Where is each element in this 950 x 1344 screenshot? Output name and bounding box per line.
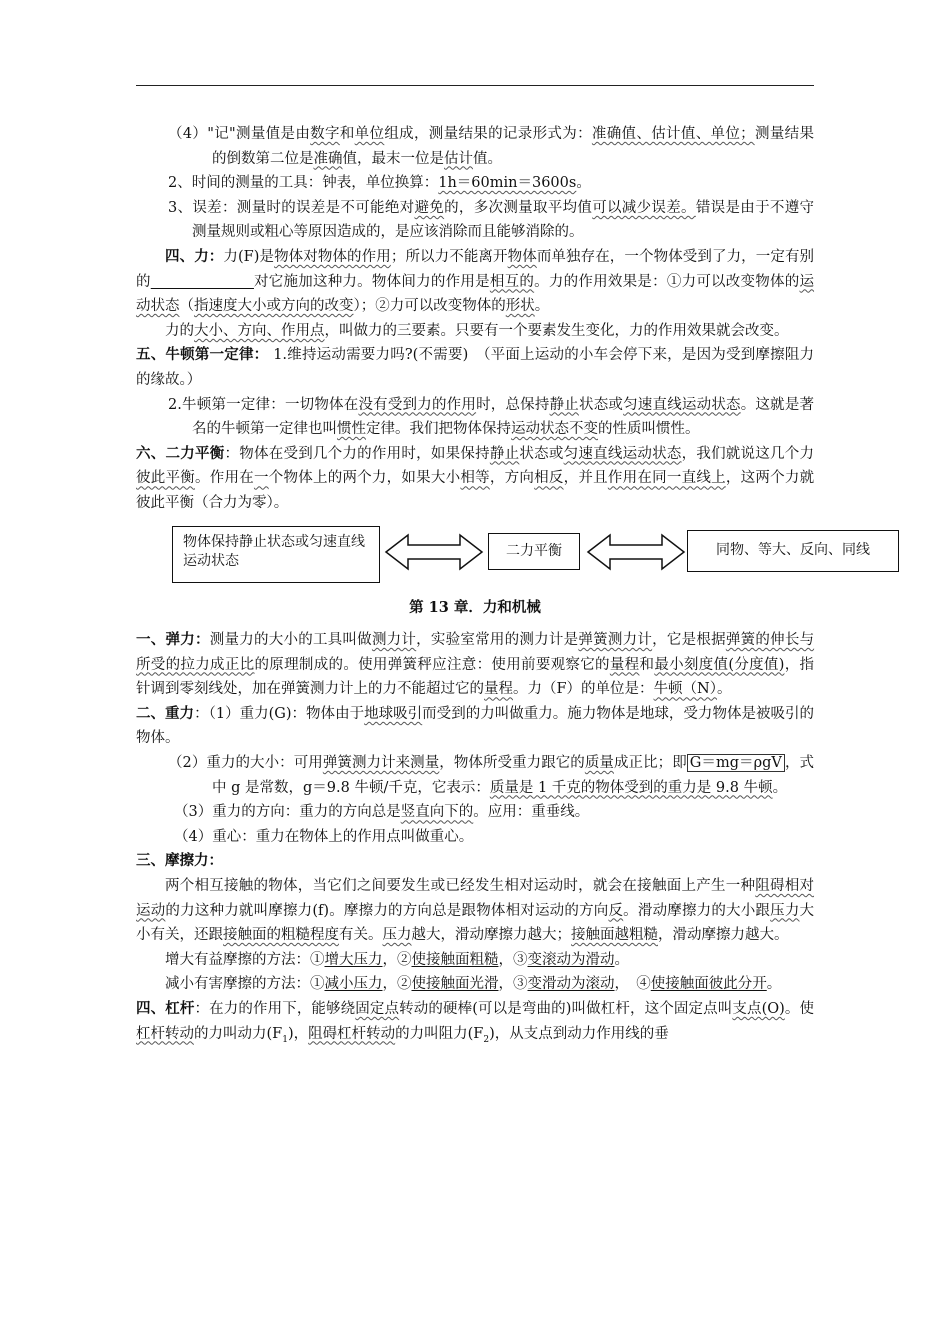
answer: 估计 bbox=[444, 150, 473, 167]
double-arrow-icon bbox=[586, 532, 686, 572]
subscript: 1 bbox=[282, 1034, 288, 1045]
diagram-box-state: 物体保持静止状态或匀速直线运动状态 bbox=[172, 526, 380, 583]
lever-paragraph bbox=[136, 997, 814, 1052]
answer: 数字 bbox=[310, 126, 340, 142]
text: 和 bbox=[339, 126, 355, 142]
text: 。 bbox=[614, 951, 629, 968]
answer: 使接触面光滑 bbox=[411, 976, 499, 993]
double-arrow-icon bbox=[384, 532, 484, 572]
text: （2）重力的大小：可用 bbox=[168, 755, 323, 772]
text: 状态或 bbox=[519, 445, 564, 462]
answer: 使接触面粗糙 bbox=[411, 951, 499, 968]
text: 。 bbox=[766, 976, 782, 993]
text: ，实验室常用的测力计是 bbox=[416, 632, 579, 649]
answer: 物体 bbox=[507, 248, 537, 265]
gravity-paragraph bbox=[136, 702, 814, 751]
section-heading: 五、牛顿第一定律： bbox=[136, 346, 269, 364]
answer: 弹簧测力计来测量 bbox=[322, 755, 440, 772]
answer: 杠杆转动 bbox=[136, 1025, 194, 1042]
answer: 地球吸引 bbox=[364, 705, 423, 722]
text: ，指针调到零刻线 bbox=[136, 656, 815, 698]
text: 的力叫动力(F bbox=[194, 1025, 283, 1042]
answer: 减小压力 bbox=[324, 976, 383, 993]
text: 状态或 bbox=[579, 396, 624, 413]
text: 个物体上的两个力，如果大小 bbox=[268, 470, 461, 487]
text: ，② bbox=[382, 976, 412, 993]
text: ，物体所受重力跟它的 bbox=[439, 755, 585, 772]
answer: 变滑动为滚动 bbox=[527, 976, 615, 993]
text: 成正比；即 bbox=[613, 755, 687, 772]
text: ，③ bbox=[498, 951, 528, 968]
text: 2.牛顿第一定律：一切物体在 bbox=[168, 396, 359, 413]
text: ，它是根据 bbox=[652, 632, 726, 649]
text: 。力的作用效果是：①力可以改变物体的 bbox=[534, 273, 800, 290]
text: 。 bbox=[576, 175, 591, 192]
text: 值，最末一位是 bbox=[342, 150, 444, 167]
text: ，它表示： bbox=[417, 779, 490, 796]
gravity-direction-paragraph bbox=[136, 800, 814, 825]
text: ，叫做力的三要素。只要有一个要素发生变化，力的作用效果就会改变。 bbox=[324, 322, 789, 339]
friction-heading-paragraph bbox=[136, 849, 814, 874]
text: 。应用：重垂线。 bbox=[473, 804, 590, 821]
answer: 没有受到力的作用 bbox=[358, 396, 477, 413]
text: 时，总保持 bbox=[476, 396, 550, 413]
answer: 阻碍杠杆转动 bbox=[308, 1025, 396, 1042]
text: ：在力的作用下，能够绕 bbox=[194, 1001, 356, 1017]
answer: 反 bbox=[608, 902, 624, 919]
answer: 准确值、估计值、单位； bbox=[591, 126, 755, 142]
text: （4）"记"测量值是由 bbox=[168, 126, 311, 142]
elastic-paragraph bbox=[136, 628, 814, 702]
measure-record-paragraph bbox=[136, 122, 814, 171]
text: 对它施加这种力。物体间力的作用是 bbox=[253, 273, 490, 290]
answer: 避免 bbox=[414, 199, 445, 216]
answer: 匀速直线运动状态 bbox=[563, 445, 682, 462]
text: )，从支点到动力作用线的垂 bbox=[489, 1025, 669, 1042]
answer: 静止 bbox=[549, 396, 579, 413]
answer: 大小、方向、作用点 bbox=[194, 322, 325, 339]
answer: 彼此平衡 bbox=[136, 470, 195, 487]
text: ， ④ bbox=[614, 976, 651, 993]
text: ：（1）重力(G)：物体由于 bbox=[194, 705, 365, 722]
answer: 运动状态不变 bbox=[511, 421, 598, 438]
answer: 接触面的粗糙程度 bbox=[223, 927, 339, 944]
text: 3、误差：测量时的误差是不可能绝对 bbox=[168, 199, 415, 216]
answer: 量程 bbox=[609, 656, 640, 673]
diagram-box-balance: 二力平衡 bbox=[488, 533, 580, 570]
text: 2、时间的测量的工具：钟表，单位换算： bbox=[168, 175, 439, 192]
answer: 使接触面彼此分开 bbox=[650, 976, 767, 993]
text: 。 bbox=[772, 779, 788, 796]
text: 的力叫阻力(F bbox=[395, 1025, 484, 1042]
text: 测量力的大小的工具叫做 bbox=[209, 632, 372, 649]
answer: 接触面越粗糙 bbox=[571, 927, 658, 944]
answer: 一 bbox=[253, 470, 269, 487]
text: （ bbox=[179, 298, 194, 315]
newton-law-paragraph bbox=[136, 393, 814, 442]
section-heading: 二、重力 bbox=[136, 704, 195, 722]
text: 而受到的力叫做重力。施力物体是地球，受力物体是被吸引的物体。 bbox=[136, 705, 815, 747]
gravity-size-paragraph bbox=[136, 751, 814, 800]
answer: 静止 bbox=[489, 445, 520, 462]
time-measure-paragraph bbox=[136, 171, 814, 196]
answer: 准确 bbox=[313, 150, 343, 167]
friction-paragraph bbox=[136, 874, 814, 948]
text: 处，加在弹簧测力计上的力不能超过它的 bbox=[223, 681, 484, 698]
text: 增大有益摩擦的方法：① bbox=[165, 951, 325, 968]
answer: 弹簧的伸长与所受的拉力成正比 bbox=[136, 632, 815, 673]
answer: 指速度大小或方向的改变 bbox=[194, 298, 354, 315]
document-body bbox=[136, 122, 870, 1052]
answer: 压力 bbox=[770, 902, 800, 919]
text: 的力这种力就叫摩擦力(f)。摩擦力的方向总是跟物体相对运动的方向 bbox=[165, 902, 609, 919]
text: ，③ bbox=[498, 976, 528, 993]
answer: 单位 bbox=[354, 126, 385, 142]
answer: 运动状态 bbox=[136, 273, 815, 315]
blank-line bbox=[151, 274, 254, 290]
diagram-box-conditions: 同物、等大、反向、同线 bbox=[687, 530, 899, 572]
text: 力(F)是 bbox=[223, 248, 275, 265]
text: 。力（F）的单位是： bbox=[513, 681, 654, 698]
text: ：物体在受到几个力的作用时，如果保持 bbox=[224, 445, 490, 462]
answer: 相等 bbox=[460, 470, 490, 487]
text: 1.维持运动需要力吗?(不需要) （平面上运动的小车会停下来，是因为受到摩擦阻力的缘故。） bbox=[136, 347, 815, 388]
text: 有关。 bbox=[339, 927, 383, 944]
text: 的，多次测量取平均值 bbox=[444, 199, 593, 216]
text: ，滑动摩擦力越大。 bbox=[658, 927, 789, 944]
two-force-balance-diagram bbox=[136, 522, 870, 594]
text: 测量结果的倒数第二位是 bbox=[212, 126, 814, 167]
chapter-title: 第 13 章．力和机械 bbox=[409, 598, 541, 616]
section-heading: 一、弹力： bbox=[136, 631, 210, 649]
answer: 压力 bbox=[382, 927, 412, 944]
answer: 牛顿（N） bbox=[653, 681, 717, 698]
answer: 增大压力 bbox=[324, 951, 383, 968]
subscript: 2 bbox=[483, 1034, 490, 1045]
answer: 质量 bbox=[584, 755, 614, 772]
text: 和 bbox=[639, 656, 655, 673]
answer: 最小刻度值(分度值) bbox=[654, 656, 785, 673]
answer: 阻碍相对运动 bbox=[136, 878, 815, 919]
balance-paragraph bbox=[136, 442, 814, 516]
answer: 相反 bbox=[534, 470, 564, 487]
answer: 固定点 bbox=[355, 1001, 400, 1017]
text: 组成，测量结果的记录形式为： bbox=[384, 126, 592, 142]
text: 而单独存在，一个物体受到了力，一定有别的 bbox=[136, 248, 815, 290]
answer: 可以减少误差。 bbox=[592, 199, 696, 216]
answer: 支点(O) bbox=[732, 1001, 785, 1017]
text: 。滑动摩擦力的大小跟 bbox=[623, 902, 771, 919]
answer: 形状 bbox=[505, 298, 535, 315]
section-heading: 四、杠杆 bbox=[136, 1000, 195, 1017]
text: 定律。我们把物体保持 bbox=[366, 421, 511, 438]
text: ；所以力不能离开 bbox=[390, 248, 508, 265]
section-heading: 四、力： bbox=[165, 247, 224, 265]
text: 的性质叫惯性。 bbox=[598, 421, 700, 438]
text: 的原理制成的。使用弹簧秤应注意：使用前要观察它的 bbox=[254, 656, 610, 673]
text: ，② bbox=[382, 951, 412, 968]
answer: 物体对物体的作用 bbox=[274, 248, 391, 265]
force-paragraph bbox=[136, 245, 814, 319]
newton-paragraph bbox=[136, 343, 814, 392]
answer: 弹簧测力计 bbox=[578, 632, 653, 649]
friction-increase-paragraph bbox=[136, 948, 814, 973]
text: 错误是由于不遵守测量规则或粗心等原因造成的，是应该消除而且能够消除的。 bbox=[192, 199, 815, 241]
text: 转动的硬棒(可以是弯曲的)叫做杠杆，这个固定点叫 bbox=[399, 1001, 733, 1017]
text: 。使 bbox=[784, 1001, 815, 1017]
error-paragraph bbox=[136, 196, 814, 245]
section-heading: 六、二力平衡 bbox=[136, 444, 225, 462]
text: 。这就是著名的牛顿第一定律也叫 bbox=[192, 396, 815, 438]
section-heading: 三、摩擦力： bbox=[136, 852, 223, 870]
answer: 相互的 bbox=[489, 273, 535, 290]
answer: 惯性 bbox=[337, 421, 366, 438]
text: 大小有关，还跟 bbox=[136, 902, 815, 944]
header-rule bbox=[136, 85, 814, 86]
answer: 1h＝60min＝3600s bbox=[438, 175, 577, 192]
text: )， bbox=[287, 1025, 309, 1042]
friction-decrease-paragraph bbox=[136, 972, 814, 997]
answer: 量程 bbox=[484, 681, 513, 698]
text: ，式中 g 是常数，g＝9.8 牛顿/千克 bbox=[212, 755, 815, 796]
answer: 作用在同一直线上 bbox=[607, 470, 726, 487]
text: ，我们就说这几个力 bbox=[681, 445, 815, 462]
text: ，这两个力就彼此平衡（合力为零）。 bbox=[136, 470, 815, 511]
formula-box: G＝mg＝ρgV bbox=[687, 754, 785, 772]
force-elements-paragraph bbox=[136, 319, 814, 344]
gravity-center-paragraph: （4）重心：重力在物体上的作用点叫做重心。 bbox=[174, 828, 474, 845]
text: 力的 bbox=[165, 322, 194, 339]
text: ，并且 bbox=[563, 470, 608, 487]
text: 两个相互接触的物体，当它们之间要发生或已经发生相对运动时，就会在接触面上产生一种 bbox=[165, 878, 756, 895]
text: 值。 bbox=[473, 150, 502, 167]
answer: 质量是 1 千克的物体受到的重力是 9.8 牛顿 bbox=[489, 779, 773, 796]
answer: 测力计 bbox=[371, 632, 417, 649]
answer: 竖直向下的 bbox=[400, 804, 474, 821]
answer: 变滚动为滑动 bbox=[527, 951, 615, 968]
text: ）；②力可以改变物体的 bbox=[353, 298, 506, 315]
text: 减小有害摩擦的方法：① bbox=[165, 976, 325, 993]
text: （3）重力的方向：重力的方向总是 bbox=[174, 804, 401, 821]
answer: 匀速直线运动状态 bbox=[623, 396, 741, 413]
text: ，方向 bbox=[489, 470, 535, 487]
text: 。 bbox=[534, 298, 550, 315]
text: 。作用在 bbox=[194, 470, 254, 487]
text: 越大，滑动摩擦力越大； bbox=[411, 927, 571, 944]
text: 。 bbox=[717, 681, 732, 698]
